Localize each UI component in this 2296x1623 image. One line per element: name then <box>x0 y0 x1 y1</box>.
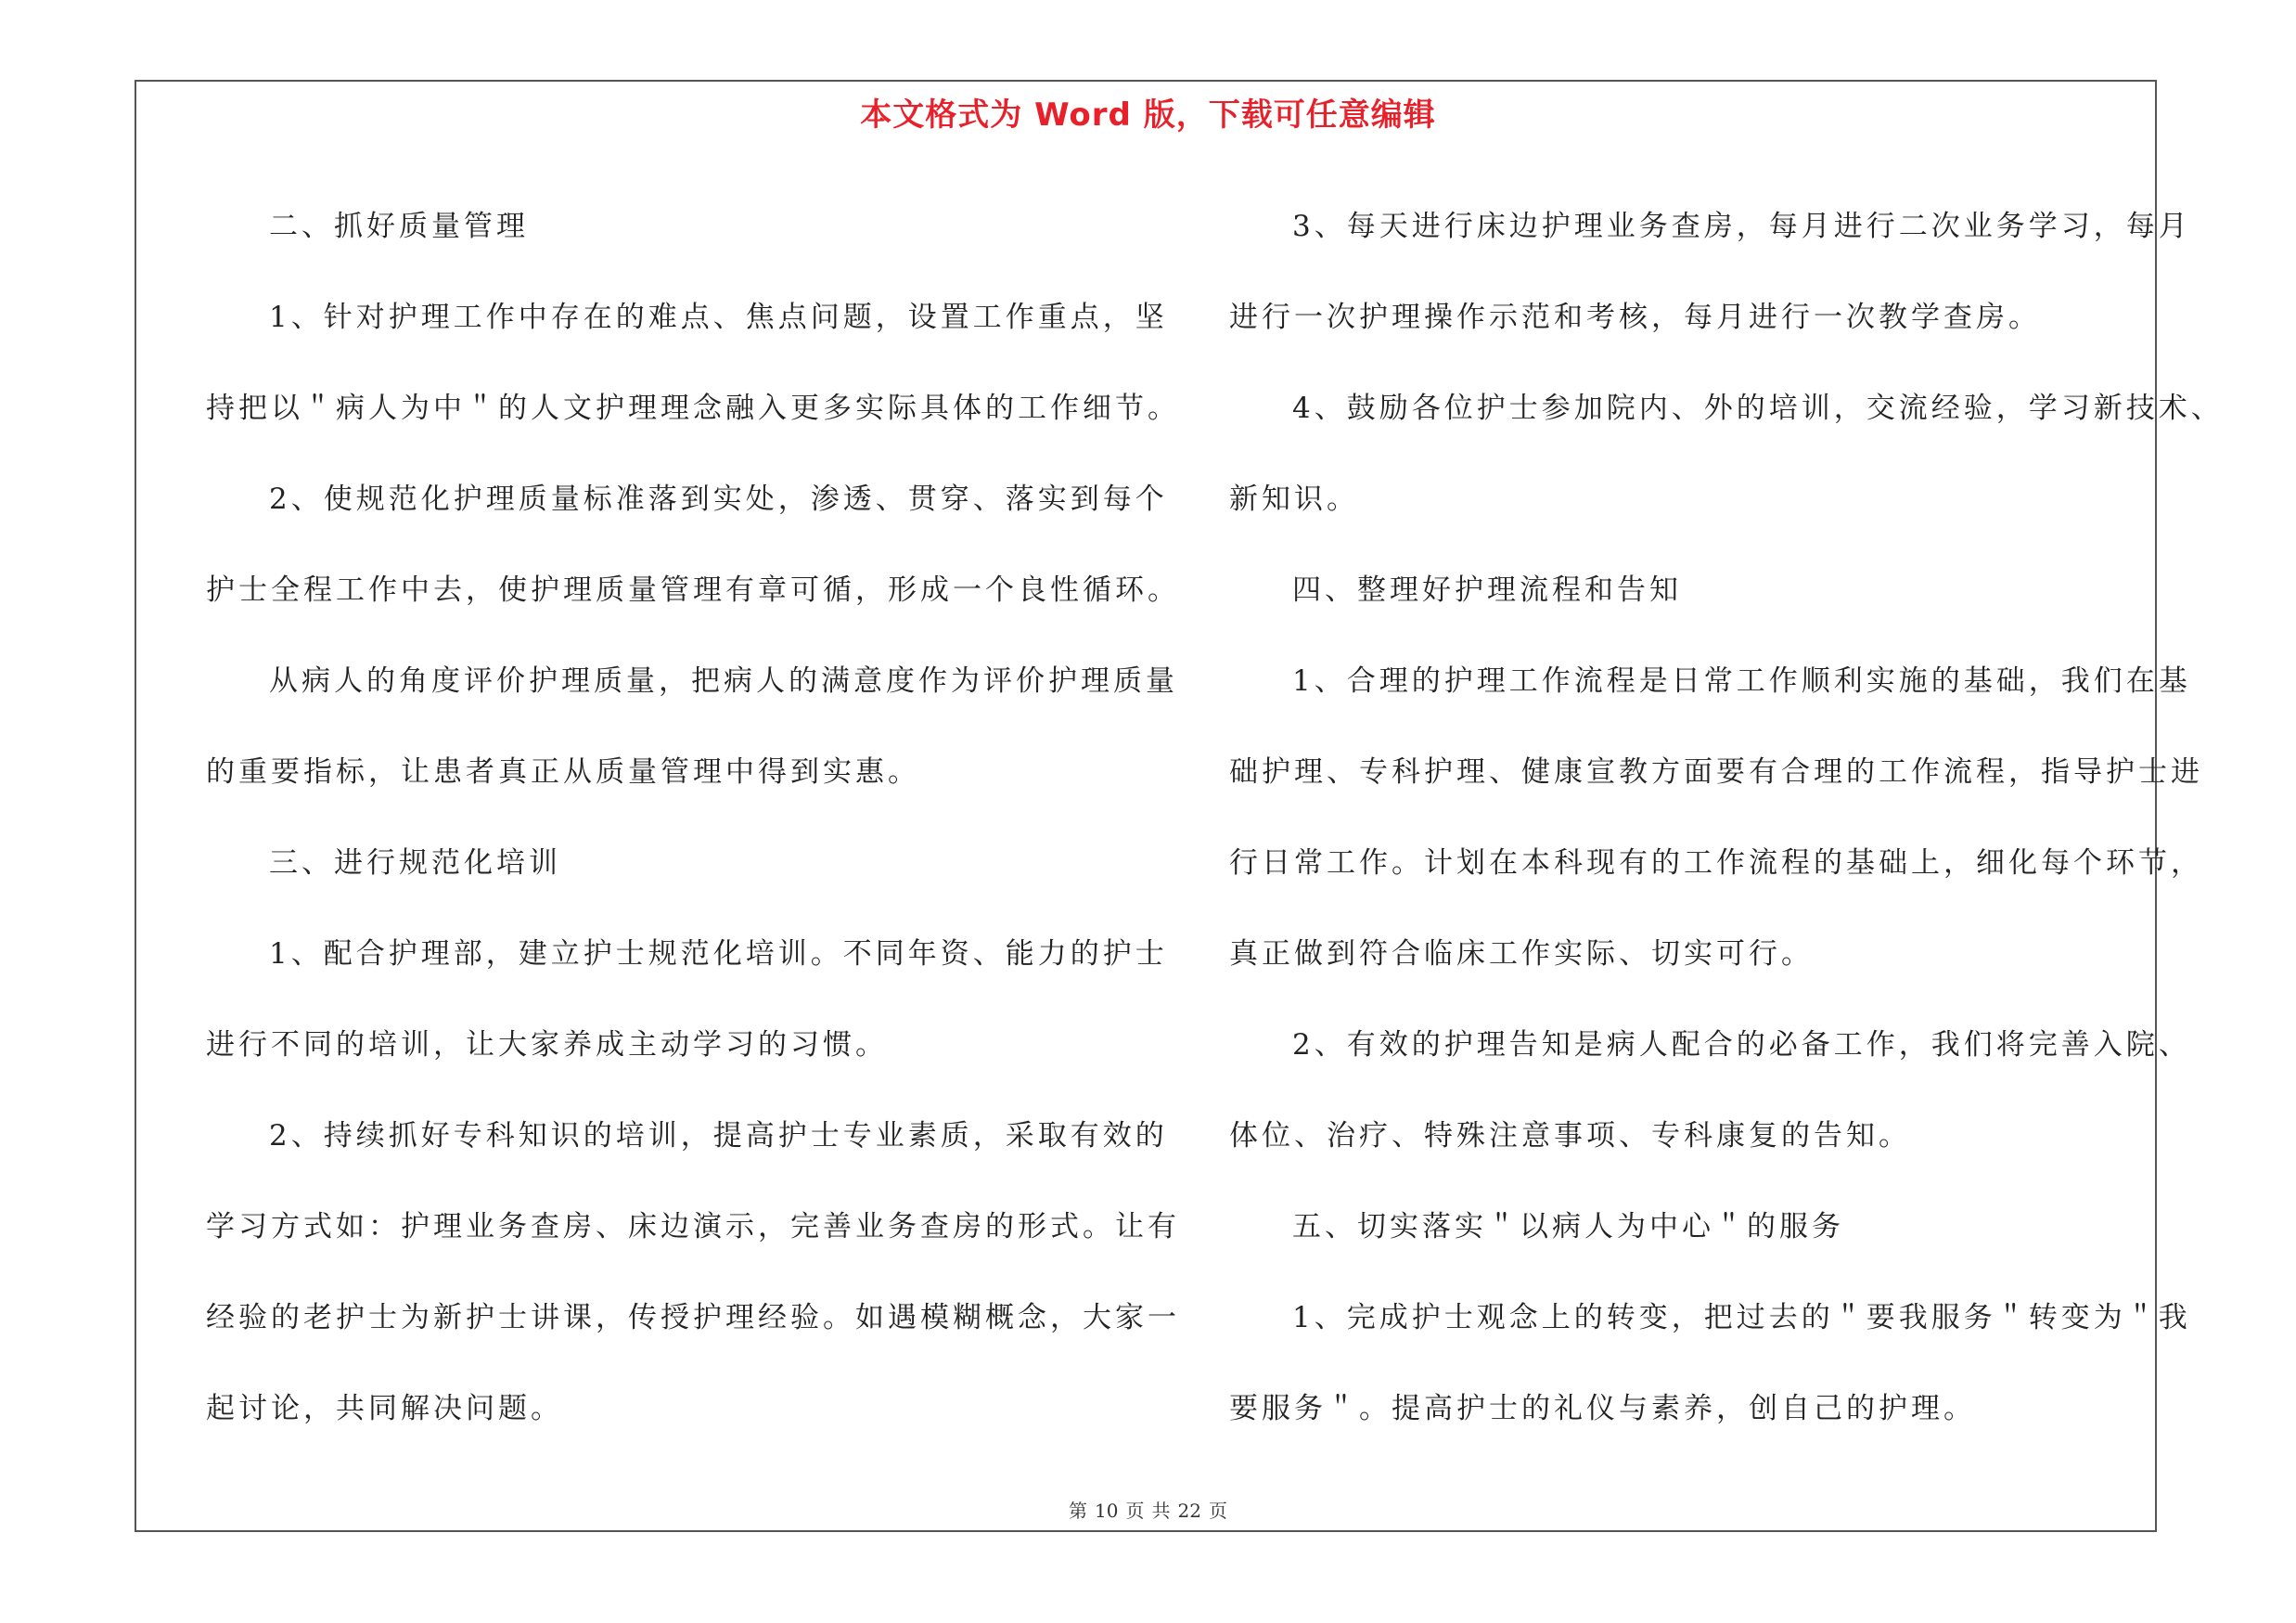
paragraph-line: 体位、治疗、特殊注意事项、专科康复的告知。 <box>1229 1119 1911 1153</box>
paragraph-line: 新知识。 <box>1229 483 1359 516</box>
footer-suffix: 页 <box>1208 1500 1227 1522</box>
footer-page-word: 页 <box>1125 1500 1145 1522</box>
current-page-number: 10 <box>1095 1500 1119 1522</box>
footer-total-word: 共 <box>1151 1500 1171 1522</box>
paragraph-line: 二、抓好质量管理 <box>269 210 529 243</box>
paragraph-line: 行日常工作。计划在本科现有的工作流程的基础上，细化每个环节， <box>1229 846 2203 880</box>
total-pages-number: 22 <box>1177 1500 1201 1522</box>
paragraph-line: 2、使规范化护理质量标准落到实处，渗透、贯穿、落实到每个 <box>269 483 1168 516</box>
paragraph-line: 4、鼓励各位护士参加院内、外的培训，交流经验，学习新技术、 <box>1292 392 2224 425</box>
footer-prefix: 第 <box>1069 1500 1088 1522</box>
left-column <box>206 181 1180 1454</box>
paragraph-line: 2、有效的护理告知是病人配合的必备工作，我们将完善入院、 <box>1292 1028 2191 1062</box>
header-banner: 本文格式为 Word 版，下载可任意编辑 <box>860 97 1436 134</box>
page-footer <box>0 1496 2296 1523</box>
paragraph-line: 3、每天进行床边护理业务查房，每月进行二次业务学习，每月 <box>1292 210 2191 243</box>
paragraph-line: 进行不同的培训，让大家养成主动学习的习惯。 <box>206 1028 888 1062</box>
paragraph-line: 1、针对护理工作中存在的难点、焦点问题，设置工作重点，坚 <box>269 301 1168 334</box>
paragraph-line: 五、切实落实＂以病人为中心＂的服务 <box>1292 1210 1844 1243</box>
paragraph-line: 学习方式如：护理业务查房、床边演示，完善业务查房的形式。让有 <box>206 1210 1180 1243</box>
paragraph-line: 1、完成护士观念上的转变，把过去的＂要我服务＂转变为＂我 <box>1292 1301 2191 1334</box>
paragraph-line: 1、合理的护理工作流程是日常工作顺利实施的基础，我们在基 <box>1292 664 2191 698</box>
paragraph-line: 起讨论，共同解决问题。 <box>206 1392 563 1425</box>
paragraph-line: 三、进行规范化培训 <box>269 846 561 880</box>
paragraph-line: 进行一次护理操作示范和考核，每月进行一次教学查房。 <box>1229 301 2041 334</box>
paragraph-line: 要服务＂。提高护士的礼仪与素养，创自己的护理。 <box>1229 1392 1976 1425</box>
paragraph-line: 从病人的角度评价护理质量，把病人的满意度作为评价护理质量 <box>269 664 1178 698</box>
paragraph-line: 经验的老护士为新护士讲课，传授护理经验。如遇模糊概念，大家一 <box>206 1301 1180 1334</box>
paragraph-line: 1、配合护理部，建立护士规范化培训。不同年资、能力的护士 <box>269 937 1168 971</box>
paragraph-line: 的重要指标，让患者真正从质量管理中得到实惠。 <box>206 755 920 789</box>
paragraph-line: 持把以＂病人为中＂的人文护理理念融入更多实际具体的工作细节。 <box>206 392 1180 425</box>
paragraph-line: 2、持续抓好专科知识的培训，提高护士专业素质，采取有效的 <box>269 1119 1168 1153</box>
paragraph-line: 四、整理好护理流程和告知 <box>1292 573 1682 607</box>
right-column <box>1229 181 2224 1454</box>
paragraph-line: 础护理、专科护理、健康宣教方面要有合理的工作流程，指导护士进 <box>1229 755 2203 789</box>
paragraph-line: 真正做到符合临床工作实际、切实可行。 <box>1229 937 1814 971</box>
paragraph-line: 护士全程工作中去，使护理质量管理有章可循，形成一个良性循环。 <box>206 573 1180 607</box>
